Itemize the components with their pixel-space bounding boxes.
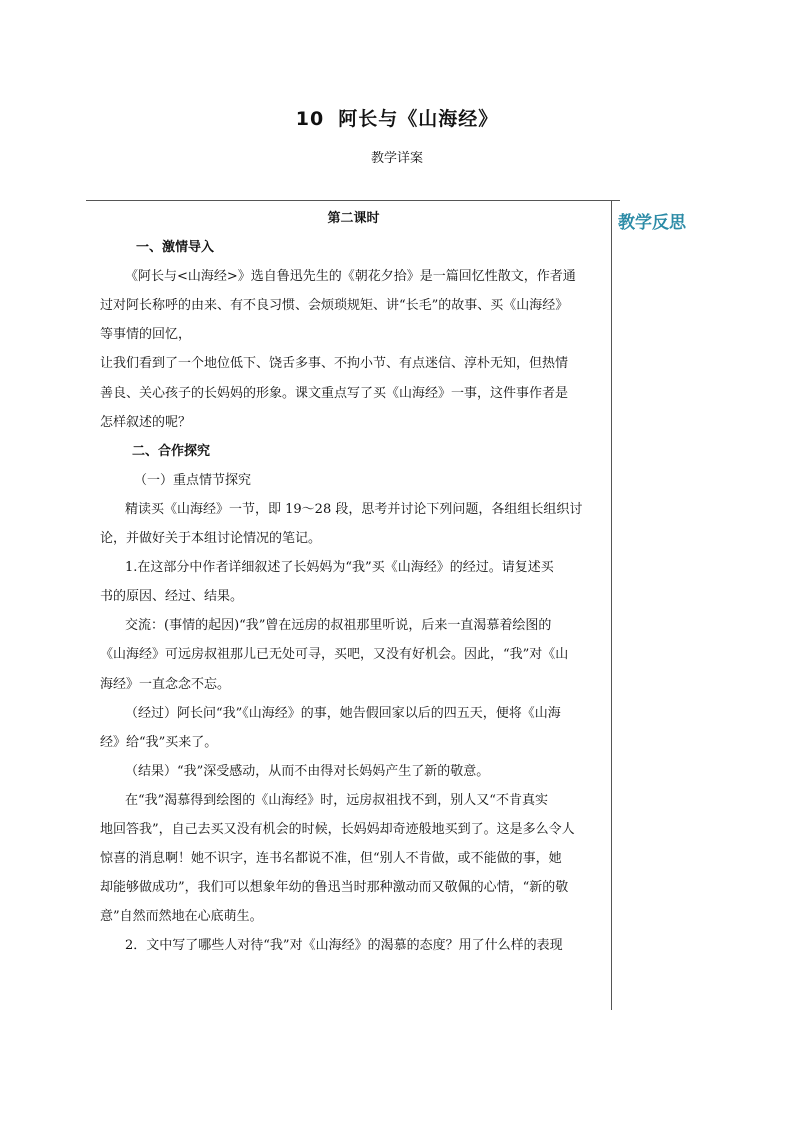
paragraph-line: 《阿长与<山海经>》选自鲁迅先生的《朝花夕拾》是一篇回忆性散文，作者通 bbox=[125, 269, 576, 285]
paragraph-line: 地回答我”，自己去买又没有机会的时候，长妈妈却奇迹般地买到了。这是多么令人 bbox=[100, 821, 575, 837]
lesson-title: 阿长与《山海经》 bbox=[338, 108, 499, 130]
question-line: 书的原因、经过、结果。 bbox=[100, 589, 244, 605]
paragraph-line: 却能够做成功”，我们可以想象年幼的鲁迅当时那种激动而又敬佩的心情，“新的敬 bbox=[100, 880, 569, 896]
subsection-heading: （一）重点情节探究 bbox=[134, 472, 252, 488]
paragraph-line: 等事情的回忆， bbox=[100, 327, 192, 343]
paragraph-line: 《山海经》可远房叔祖那儿已无处可寻，买吧，又没有好机会。因此，“我”对《山 bbox=[100, 647, 569, 663]
question-line: 1.在这部分中作者详细叙述了长妈妈为“我”买《山海经》的经过。请复述买 bbox=[125, 560, 554, 576]
paragraph-line: 怎样叙述的呢？ bbox=[100, 414, 192, 430]
paragraph-line: 善良、关心孩子的长妈妈的形象。课文重点写了买《山海经》一事，这件事作者是 bbox=[100, 385, 569, 401]
paragraph-line: （结果）“我”深受感动，从而不由得对长妈妈产生了新的敬意。 bbox=[125, 763, 490, 779]
question-line: 2．文中写了哪些人对待“我”对《山海经》的渴慕的态度？用了什么样的表现 bbox=[125, 938, 563, 954]
paragraph-line: 意”自然而然地在心底萌生。 bbox=[100, 909, 263, 925]
paragraph-line: 经》给“我”买来了。 bbox=[100, 734, 218, 750]
session-heading: 第二课时 bbox=[327, 211, 380, 226]
paragraph-line: 精读买《山海经》一节，即 19～28 段，思考并讨论下列问题，各组组长组织讨 bbox=[125, 501, 583, 517]
section-heading: 一、激情导入 bbox=[136, 240, 215, 256]
paragraph-line: 过对阿长称呼的由来、有不良习惯、会烦琐规矩、讲“长毛”的故事、买《山海经》 bbox=[100, 298, 569, 314]
document-subtitle: 教学详案 bbox=[370, 151, 423, 166]
paragraph-line: 交流：(事情的起因)“我”曾在远房的叔祖那里听说，后来一直渴慕着绘图的 bbox=[125, 618, 552, 634]
paragraph-line: 论，并做好关于本组讨论情况的笔记。 bbox=[100, 531, 322, 547]
table-top-border bbox=[86, 200, 620, 201]
paragraph-line: 让我们看到了一个地位低下、饶舌多事、不拘小节、有点迷信、淳朴无知，但热情 bbox=[100, 356, 569, 372]
paragraph-line: 惊喜的消息啊！她不识字，连书名都说不准，但“别人不肯做，或不能做的事，她 bbox=[100, 851, 562, 867]
document-title bbox=[0, 104, 794, 131]
lesson-plan-body bbox=[100, 204, 607, 960]
lesson-number: 10 bbox=[295, 108, 325, 130]
section-heading: 二、合作探究 bbox=[132, 443, 211, 459]
paragraph-line: （经过）阿长问“我”《山海经》的事，她告假回家以后的四五天，便将《山海 bbox=[125, 705, 561, 721]
paragraph-line: 海经》一直念念不忘。 bbox=[100, 676, 231, 692]
teaching-reflection-label: 教学反思 bbox=[618, 213, 686, 233]
paragraph-line: 在“我”渴慕得到绘图的《山海经》时，远房叔祖找不到，别人又“不肯真实 bbox=[125, 792, 548, 808]
column-divider bbox=[611, 200, 612, 1010]
